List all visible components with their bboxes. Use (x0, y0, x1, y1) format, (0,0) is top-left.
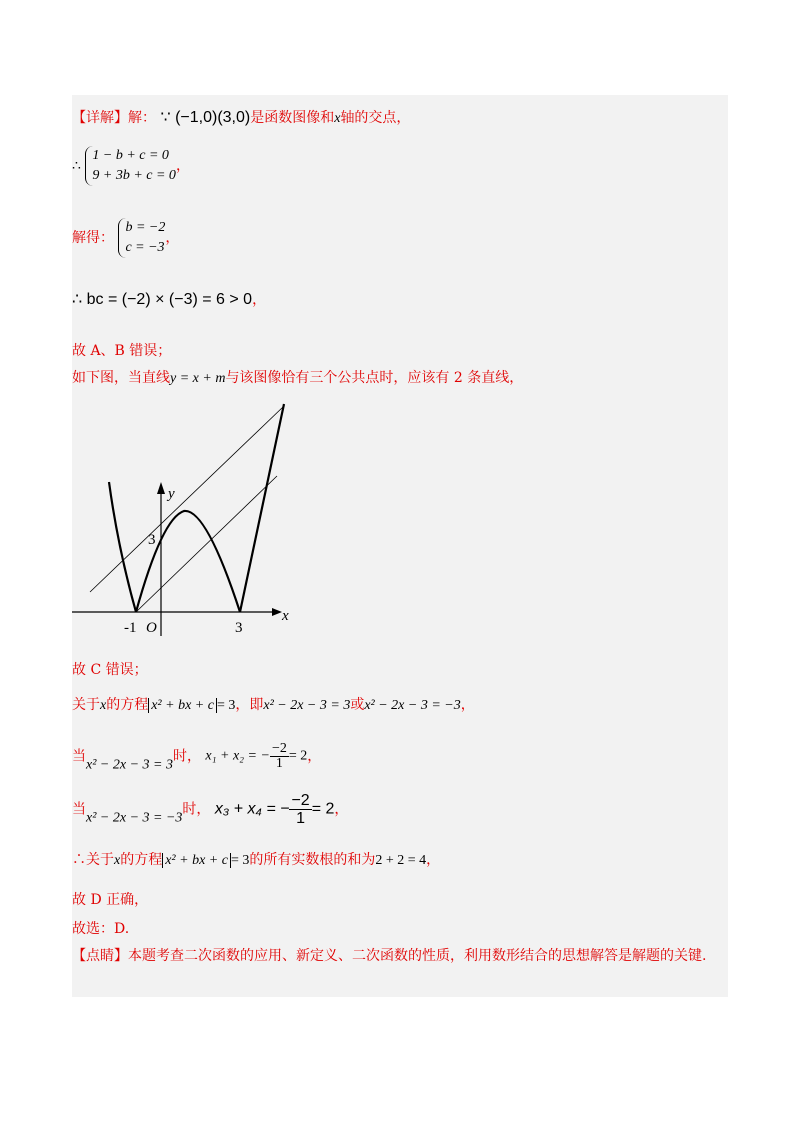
comma: ， (165, 230, 180, 246)
fraction (289, 792, 311, 827)
comma: ， (252, 292, 267, 308)
solution-values (72, 218, 179, 258)
denominator: 1 (275, 756, 283, 771)
c-value: c = −3 (125, 240, 165, 255)
comma: ， (460, 697, 475, 713)
x-axis-label: x (282, 608, 289, 624)
therefore-about: ∴关于 (72, 852, 114, 868)
solve-label: 解得： (72, 230, 114, 246)
abs-expression: x² + bx + c (162, 853, 231, 868)
abs-rhs: = 3 (230, 853, 250, 868)
case-one-line (72, 742, 321, 776)
equation-2: 9 + 3b + c = 0 (92, 168, 176, 183)
when-suffix: 时， (182, 801, 211, 818)
total-sum: 2 + 2 = 4 (375, 853, 427, 868)
c-wrong: 故 C 错误； (72, 662, 148, 678)
sum-text: 的所有实数根的和为 (249, 852, 376, 868)
denominator: 1 (296, 810, 306, 827)
case-two: x² − 2x − 3 = −3 (364, 698, 461, 713)
line-post: 与该图像恰有三个公共点时，应该有 2 条直线， (225, 370, 524, 386)
var-x: x (100, 698, 107, 713)
bc-product: ∴ bc = (−2) × (−3) = 6 > 0 (72, 291, 253, 308)
equation-split-line (72, 695, 475, 716)
about-text: 关于 (72, 697, 100, 713)
line-description (72, 368, 523, 389)
y-three-label: 3 (148, 532, 156, 548)
abs-rhs: = 3 (216, 698, 236, 713)
root-sum-1-2: x₁ + x₂ = − (205, 748, 270, 764)
when-text: 当 (72, 748, 86, 765)
x-axis-arrow (272, 608, 282, 616)
equation-system (85, 146, 176, 186)
x-three-label: 3 (235, 620, 243, 636)
detail-tag: 【详解】 (72, 110, 128, 126)
var-x: x (114, 853, 121, 868)
neg-one-label: -1 (124, 620, 137, 636)
namely-text: ，即 (235, 697, 264, 713)
b-value: b = −2 (125, 220, 166, 235)
root-sum-3-4: x₃ + x₄ = − (214, 800, 290, 818)
left-branch-curve (109, 482, 136, 612)
origin-label: O (146, 620, 157, 636)
solution-system (118, 218, 165, 258)
comma: ， (426, 852, 441, 868)
or-text: 或 (350, 697, 365, 713)
comment-line (72, 946, 706, 966)
comma: ， (307, 748, 322, 765)
detail-line (72, 108, 410, 129)
secant-line (136, 476, 277, 612)
detail-prefix: 解： (128, 110, 156, 126)
d-correct: 故 D 正确， (72, 892, 149, 908)
right-branch-curve (240, 404, 284, 612)
when-text: 当 (72, 801, 86, 818)
numerator: −2 (291, 792, 310, 809)
case-one: x² − 2x − 3 = 3 (263, 698, 351, 713)
comma: ， (175, 158, 190, 174)
intersection-points: ∵ (−1,0)(3,0) (160, 109, 251, 126)
detail-suffix: 是函数图像和 (250, 110, 335, 126)
numerator: −2 (271, 741, 287, 756)
result: = 2 (288, 748, 308, 764)
tangent-line (90, 406, 284, 592)
equation-1: 1 − b + c = 0 (92, 148, 169, 163)
line-pre: 如下图，当直线 (72, 370, 170, 386)
comment-tag: 【点睛】 (72, 948, 128, 964)
case-one-condition: x² − 2x − 3 = 3 (86, 757, 173, 773)
total-sum-line (72, 850, 440, 871)
case-two-line (72, 792, 348, 829)
equation-text: 的方程 (120, 852, 163, 868)
case-two-condition: x² − 2x − 3 = −3 (86, 810, 183, 826)
abs-expression: x² + bx + c (148, 698, 217, 713)
when-suffix: 时， (172, 748, 201, 765)
equation-text: 的方程 (106, 697, 149, 713)
comma: ， (334, 801, 349, 818)
detail-suffix2: 轴的交点， (340, 110, 411, 126)
system-equations (72, 146, 190, 186)
result: = 2 (311, 800, 335, 818)
answer-choice: 故选：D. (72, 921, 130, 937)
fraction (270, 742, 289, 771)
line-equation: y = x + m (170, 371, 226, 386)
therefore-symbol: ∴ (72, 158, 81, 174)
ab-wrong: 故 A、B 错误； (72, 343, 172, 359)
comment-text: 本题考查二次函数的应用、新定义、二次函数的性质，利用数形结合的思想解答是解题的关键. (128, 948, 707, 964)
function-graph (72, 400, 312, 640)
var-x: x (334, 111, 341, 126)
y-axis-arrow (157, 482, 165, 494)
bc-product-line (72, 290, 266, 310)
y-axis-label: y (168, 486, 175, 502)
